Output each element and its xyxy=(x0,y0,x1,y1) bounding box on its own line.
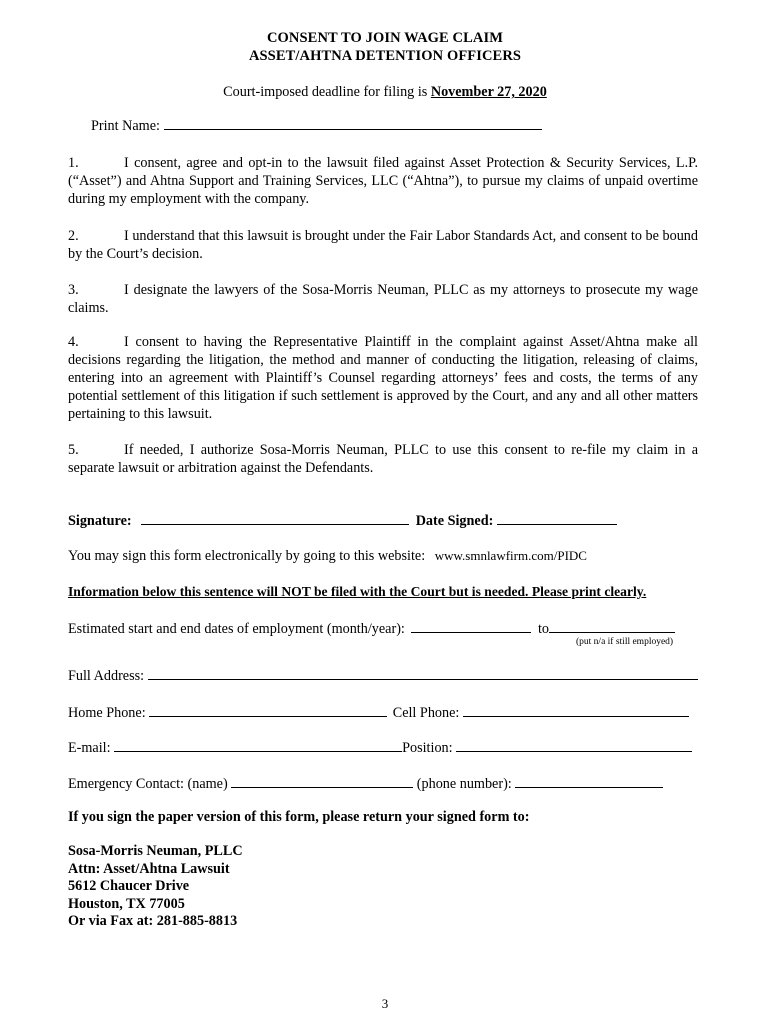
paragraph-3 xyxy=(68,281,698,317)
paragraph-text: I consent to having the Representative Plaintiff in the complaint against Asset/Ahtna make all decisions regarding the litigation, the method and manner of conducting the litigation, releasing of claims, entering into an agreement with Plaintiff’s Counsel regarding attorneys’ fees and costs, the terms of any potential settlement of this litigation if such settlement is approved by the Court, and any and all other matters pertaining to this lawsuit. xyxy=(68,334,698,422)
email-field[interactable] xyxy=(114,739,402,752)
address-label: Full Address: xyxy=(68,668,145,684)
paragraph-number: 2. xyxy=(68,228,79,244)
signature-label: Signature: xyxy=(68,513,132,529)
emergency-row xyxy=(68,775,663,793)
to-label: to xyxy=(537,621,549,637)
paragraph-4 xyxy=(68,333,698,423)
paragraph-2 xyxy=(68,227,698,263)
employment-row xyxy=(68,620,675,638)
print-name-row xyxy=(91,117,542,135)
address-line: Houston, TX 77005 xyxy=(68,895,185,912)
end-date-field[interactable] xyxy=(549,620,675,633)
signature-field[interactable] xyxy=(141,512,409,525)
esign-line xyxy=(68,548,587,565)
employment-label: Estimated start and end dates of employment (month/year): xyxy=(68,621,405,637)
employment-note: (put n/a if still employed) xyxy=(576,637,674,647)
cell-phone-label: Cell Phone: xyxy=(392,705,460,721)
info-notice: Information below this sentence will NOT be filed with the Court but is needed. Please print clearly. xyxy=(68,584,647,599)
print-name-label: Print Name: xyxy=(91,118,160,134)
paragraph-text: If needed, I authorize Sosa-Morris Neuman, PLLC to use this consent to re-file my claim in a separate lawsuit or arbitration against the Defendants. xyxy=(68,442,698,476)
form-title: CONSENT TO JOIN WAGE CLAIM xyxy=(266,30,503,46)
deadline-prefix: Court-imposed deadline for filing is xyxy=(223,84,428,100)
start-date-field[interactable] xyxy=(411,620,531,633)
return-address xyxy=(68,843,243,931)
fax-line: Or via Fax at: 281-885-8813 xyxy=(68,913,238,929)
form-subtitle: ASSET/AHTNA DETENTION OFFICERS xyxy=(248,48,522,64)
emergency-phone-label: (phone number): xyxy=(416,776,512,792)
signature-row xyxy=(68,512,617,530)
esign-url[interactable]: www.smnlawfirm.com/PIDC xyxy=(434,548,587,563)
paragraph-number: 5. xyxy=(68,442,79,458)
emergency-phone-field[interactable] xyxy=(515,775,663,788)
paragraph-text: I consent, agree and opt-in to the lawsuit filed against Asset Protection & Security Services, L.P. (“Asset”) and Ahtna Support and Training Services, LLC (“Ahtna”), to pursue my claims of unpaid overtime during my employment with the company. xyxy=(68,155,698,207)
page-number: 3 xyxy=(381,996,389,1011)
print-name-field[interactable] xyxy=(164,117,542,130)
deadline-line xyxy=(0,84,770,101)
home-phone-label: Home Phone: xyxy=(68,705,146,721)
paragraph-text: I designate the lawyers of the Sosa-Morris Neuman, PLLC as my attorneys to prosecute my wage claims. xyxy=(68,282,698,316)
email-row xyxy=(68,739,692,757)
paragraph-text: I understand that this lawsuit is brought under the Fair Labor Standards Act, and consent to be bound by the Court’s decision. xyxy=(68,228,698,262)
phone-row xyxy=(68,704,689,722)
address-row xyxy=(68,667,698,685)
paragraph-number: 4. xyxy=(68,334,79,350)
emergency-name-field[interactable] xyxy=(231,775,413,788)
esign-text: You may sign this form electronically by going to this website: xyxy=(68,548,426,564)
date-signed-field[interactable] xyxy=(497,512,617,525)
address-line: 5612 Chaucer Drive xyxy=(68,878,190,894)
cell-phone-field[interactable] xyxy=(463,704,689,717)
address-line: Sosa-Morris Neuman, PLLC xyxy=(68,843,243,859)
paragraph-number: 3. xyxy=(68,282,79,298)
date-signed-label: Date Signed: xyxy=(415,513,494,529)
return-instructions: If you sign the paper version of this form, please return your signed form to: xyxy=(68,809,530,825)
position-field[interactable] xyxy=(456,739,692,752)
home-phone-field[interactable] xyxy=(149,704,387,717)
paragraph-1 xyxy=(68,154,698,208)
email-label: E-mail: xyxy=(68,740,111,756)
emergency-name-label: Emergency Contact: (name) xyxy=(68,776,228,792)
address-line: Attn: Asset/Ahtna Lawsuit xyxy=(68,860,230,877)
paragraph-5 xyxy=(68,441,698,477)
paragraph-number: 1. xyxy=(68,155,79,171)
deadline-date: November 27, 2020 xyxy=(430,84,547,100)
address-field[interactable] xyxy=(148,667,698,680)
position-label: Position: xyxy=(402,740,453,756)
